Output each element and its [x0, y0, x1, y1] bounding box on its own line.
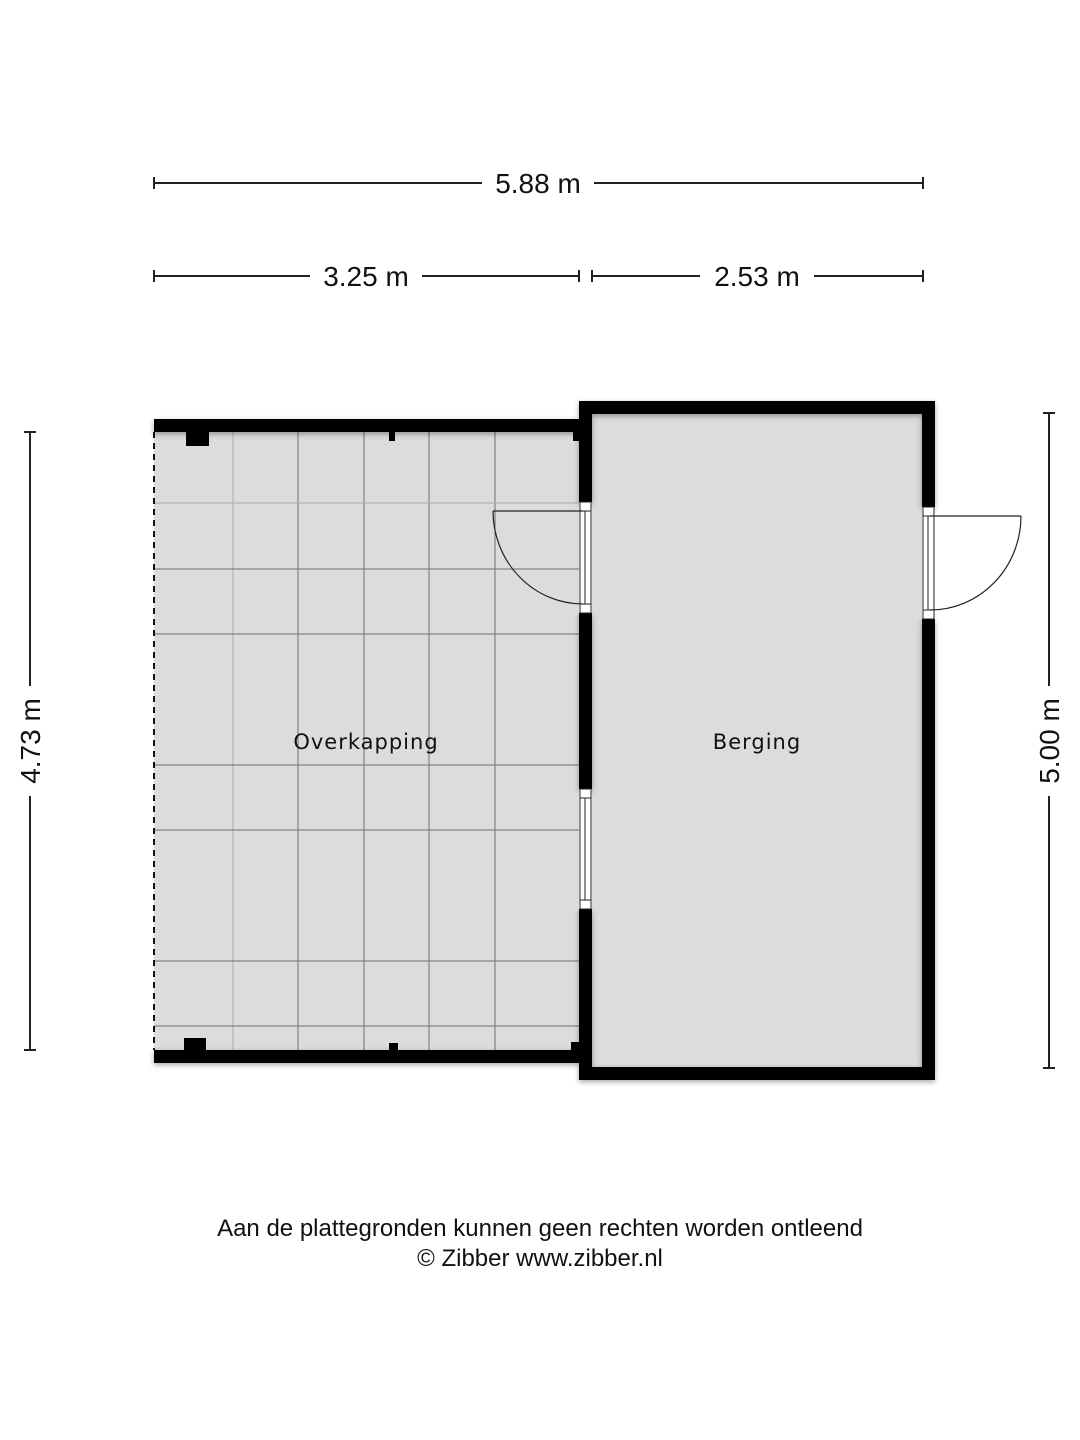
room-label-overkapping: Overkapping	[293, 730, 439, 754]
dimension-right-height	[1034, 413, 1065, 1068]
dimension-right-height-label: 5.00 m	[1034, 698, 1065, 784]
window-shared-wall	[580, 789, 591, 909]
post-bottom-right	[571, 1042, 580, 1051]
room-label-berging: Berging	[712, 730, 802, 754]
dimension-left-height-label: 4.73 m	[15, 698, 46, 784]
post-top-middle	[389, 431, 395, 441]
dimension-right-width-label: 2.53 m	[714, 261, 800, 292]
post-top-right	[573, 431, 580, 441]
room-overkapping	[154, 419, 580, 1063]
door-swing-arc	[930, 516, 1021, 610]
dimension-total-width-label: 5.88 m	[495, 168, 581, 199]
post-bottom-middle	[389, 1043, 398, 1051]
dimension-left-width-label: 3.25 m	[323, 261, 409, 292]
disclaimer-text: Aan de plattegronden kunnen geen rechten worden ontleend	[217, 1215, 863, 1242]
post-bottom-left	[184, 1038, 206, 1051]
post-top-left	[186, 431, 209, 446]
dimension-left-height	[15, 432, 46, 1050]
room-berging	[579, 401, 935, 1080]
copyright-text: © Zibber www.zibber.nl	[417, 1245, 663, 1272]
door-berging-exterior	[923, 507, 1021, 619]
dimension-total-width	[154, 168, 923, 199]
dimension-left-width	[154, 261, 579, 292]
dimension-right-width	[592, 261, 923, 292]
